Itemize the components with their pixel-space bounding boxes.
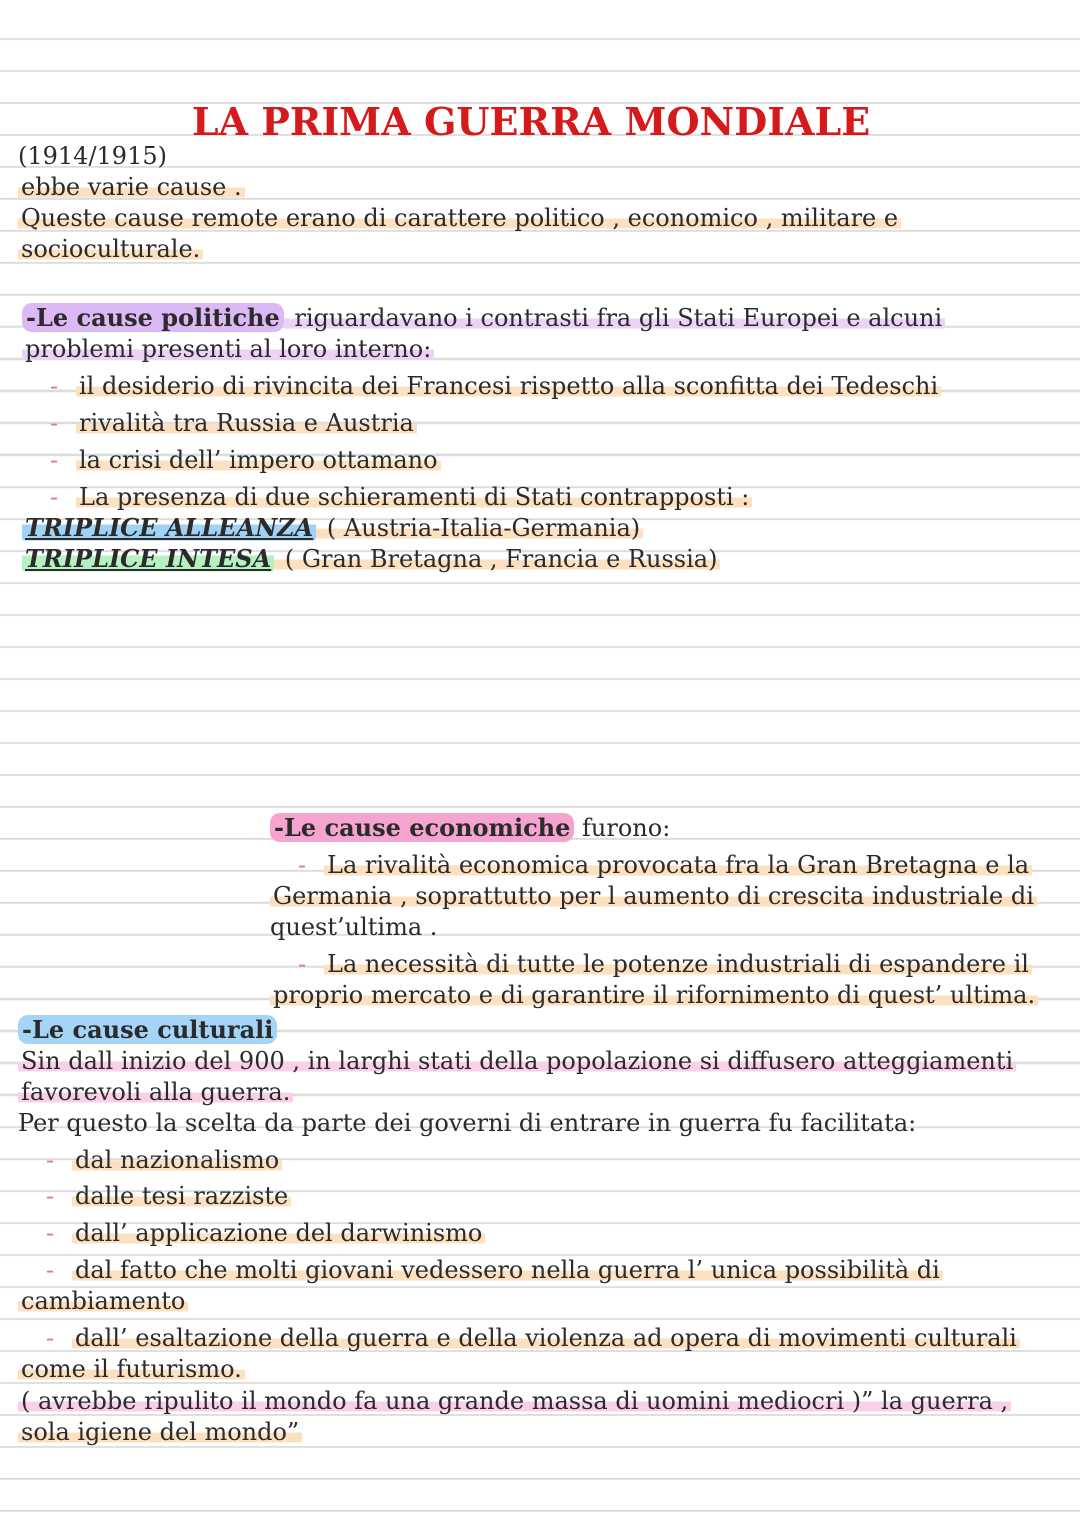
economic-heading-line: -Le cause economiche furono: — [270, 812, 670, 844]
bullet-dash: - — [46, 1324, 55, 1352]
bullet-dash: - — [298, 950, 307, 978]
bullet-dash: - — [46, 1146, 55, 1174]
entente-name: TRIPLICE INTESA — [22, 544, 274, 573]
economic-item-1-cont: Germania , soprattutto per l aumento di crescita industriale di — [270, 880, 1037, 912]
cultural-quote-2: sola igiene del mondo” — [18, 1416, 302, 1448]
political-item: - La presenza di due schieramenti di Stati contrapposti : — [50, 481, 752, 513]
entente-line: TRIPLICE INTESA ( Gran Bretagna , Francia e Russia) — [22, 543, 720, 575]
cultural-item: - dall’ esaltazione della guerra e della violenza ad opera di movimenti culturali — [46, 1322, 1020, 1354]
cultural-p1: Sin dall inizio del 900 , in larghi stati della popolazione si diffusero atteggiamenti — [18, 1045, 1016, 1077]
cultural-quote-1: ( avrebbe ripulito il mondo fa una grande massa di uomini mediocri )” la guerra , — [18, 1385, 1011, 1417]
bullet-dash: - — [50, 372, 59, 400]
cultural-heading-line — [18, 1014, 277, 1046]
political-item: - rivalità tra Russia e Austria — [50, 407, 417, 439]
cultural-item-cont: cambiamento — [18, 1285, 188, 1317]
bullet-dash: - — [46, 1256, 55, 1284]
bullet-dash: - — [46, 1219, 55, 1247]
bullet-dash: - — [50, 409, 59, 437]
alliance-line: TRIPLICE ALLEANZA ( Austria-Italia-Germania) — [22, 512, 643, 544]
cultural-heading: -Le cause culturali — [18, 1015, 277, 1044]
page-title: LA PRIMA GUERRA MONDIALE — [191, 99, 871, 144]
cultural-item: - dal fatto che molti giovani vedessero nella guerra l’ unica possibilità di — [46, 1254, 943, 1286]
economic-item-2-cont: proprio mercato e di garantire il rifornimento di quest’ ultima. — [270, 979, 1038, 1011]
political-heading: -Le cause politiche — [22, 303, 284, 332]
political-item: - il desiderio di rivincita dei Francesi rispetto alla sconfitta dei Tedeschi — [50, 370, 941, 402]
cultural-item-cont: come il futurismo. — [18, 1353, 245, 1385]
political-text-2: problemi presenti al loro interno: — [22, 333, 434, 365]
bullet-dash: - — [50, 483, 59, 511]
cultural-item: - dall’ applicazione del darwinismo — [46, 1217, 485, 1249]
intro-years: (1914/1915) — [18, 142, 167, 170]
bullet-dash: - — [50, 446, 59, 474]
cultural-item: - dal nazionalismo — [46, 1144, 282, 1176]
alliance-name: TRIPLICE ALLEANZA — [22, 513, 316, 542]
cultural-p3: Per questo la scelta da parte dei governi di entrare in guerra fu facilitata: — [18, 1109, 917, 1137]
economic-heading: -Le cause economiche — [270, 813, 574, 842]
economic-item-2: - La necessità di tutte le potenze industriali di espandere il — [298, 948, 1032, 980]
intro-line-3: socioculturale. — [18, 233, 203, 265]
political-heading-line: -Le cause politiche riguardavano i contrasti fra gli Stati Europei e alcuni — [22, 302, 945, 334]
intro-line-2: Queste cause remote erano di carattere politico , economico , militare e — [18, 202, 901, 234]
economic-item-1: - La rivalità economica provocata fra la Gran Bretagna e la — [298, 849, 1032, 881]
bullet-dash: - — [46, 1182, 55, 1210]
bullet-dash: - — [298, 851, 307, 879]
intro-line-1: ebbe varie cause . — [18, 171, 245, 203]
cultural-p2: favorevoli alla guerra. — [18, 1076, 293, 1108]
economic-item-1-cont: quest’ultima . — [270, 913, 438, 941]
political-item: - la crisi dell’ impero ottamano — [50, 444, 441, 476]
cultural-item: - dalle tesi razziste — [46, 1180, 291, 1212]
